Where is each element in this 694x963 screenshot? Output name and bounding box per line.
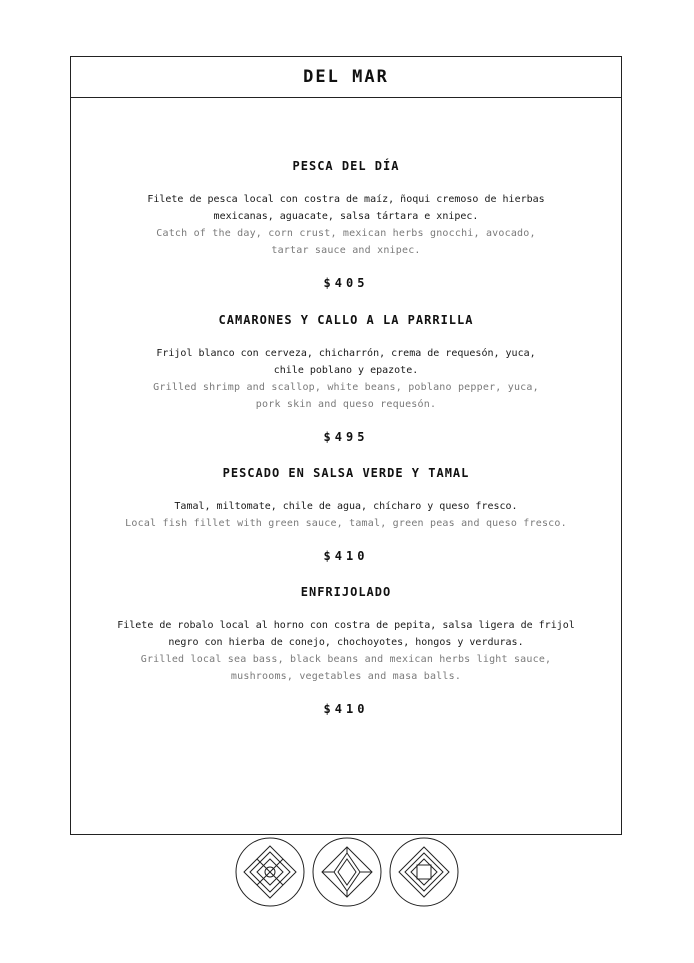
dish-name: ENFRIJOLADO: [300, 585, 392, 599]
diamond-square-emblem: [389, 837, 459, 907]
dish-camarones-y-callo: [71, 311, 621, 446]
dish-pesca-del-dia: [71, 157, 621, 292]
menu-header: [71, 57, 621, 98]
dish-description-es: Frijol blanco con cerveza, chicharrón, crema de requesón, yuca, chile poblano y epazote.: [156, 348, 536, 376]
footer-emblems: [235, 837, 459, 907]
dish-description-es: Tamal, miltomate, chile de agua, chícharo y queso fresco.: [174, 501, 518, 512]
dish-description-es: Filete de pesca local con costra de maíz, ñoqui cremoso de hierbas mexicanas, aguacate, salsa tártara e xnipec.: [147, 194, 545, 222]
dish-name: PESCA DEL DÍA: [292, 159, 400, 173]
dish-description-en: Grilled shrimp and scallop, white beans, poblano pepper, yuca, pork skin and queso requesón.: [153, 382, 539, 410]
dish-name: CAMARONES Y CALLO A LA PARRILLA: [218, 313, 474, 327]
dish-price: $410: [323, 702, 369, 716]
dish-pescado-en-salsa-verde: [71, 464, 621, 565]
diamond-layered-emblem: [312, 837, 382, 907]
dish-enfrijolado: [71, 583, 621, 718]
diamond-circle-emblem: [235, 837, 305, 907]
dish-price: $410: [323, 549, 369, 563]
dish-description-en: Grilled local sea bass, black beans and mexican herbs light sauce, mushrooms, vegetables and masa balls.: [140, 654, 552, 682]
dish-price: $495: [323, 430, 369, 444]
dish-description-en: Local fish fillet with green sauce, tamal, green peas and queso fresco.: [125, 518, 567, 529]
dish-description-en: Catch of the day, corn crust, mexican herbs gnocchi, avocado, tartar sauce and xnipec.: [156, 228, 536, 256]
dish-price: $405: [323, 276, 369, 290]
menu-card: [70, 56, 622, 835]
dish-description-es: Filete de robalo local al horno con costra de pepita, salsa ligera de frijol negro con hierba de conejo, chochoyotes, hongos y verduras.: [117, 620, 575, 648]
menu-title: DEL MAR: [303, 67, 389, 87]
dish-name: PESCADO EN SALSA VERDE Y TAMAL: [222, 466, 470, 480]
